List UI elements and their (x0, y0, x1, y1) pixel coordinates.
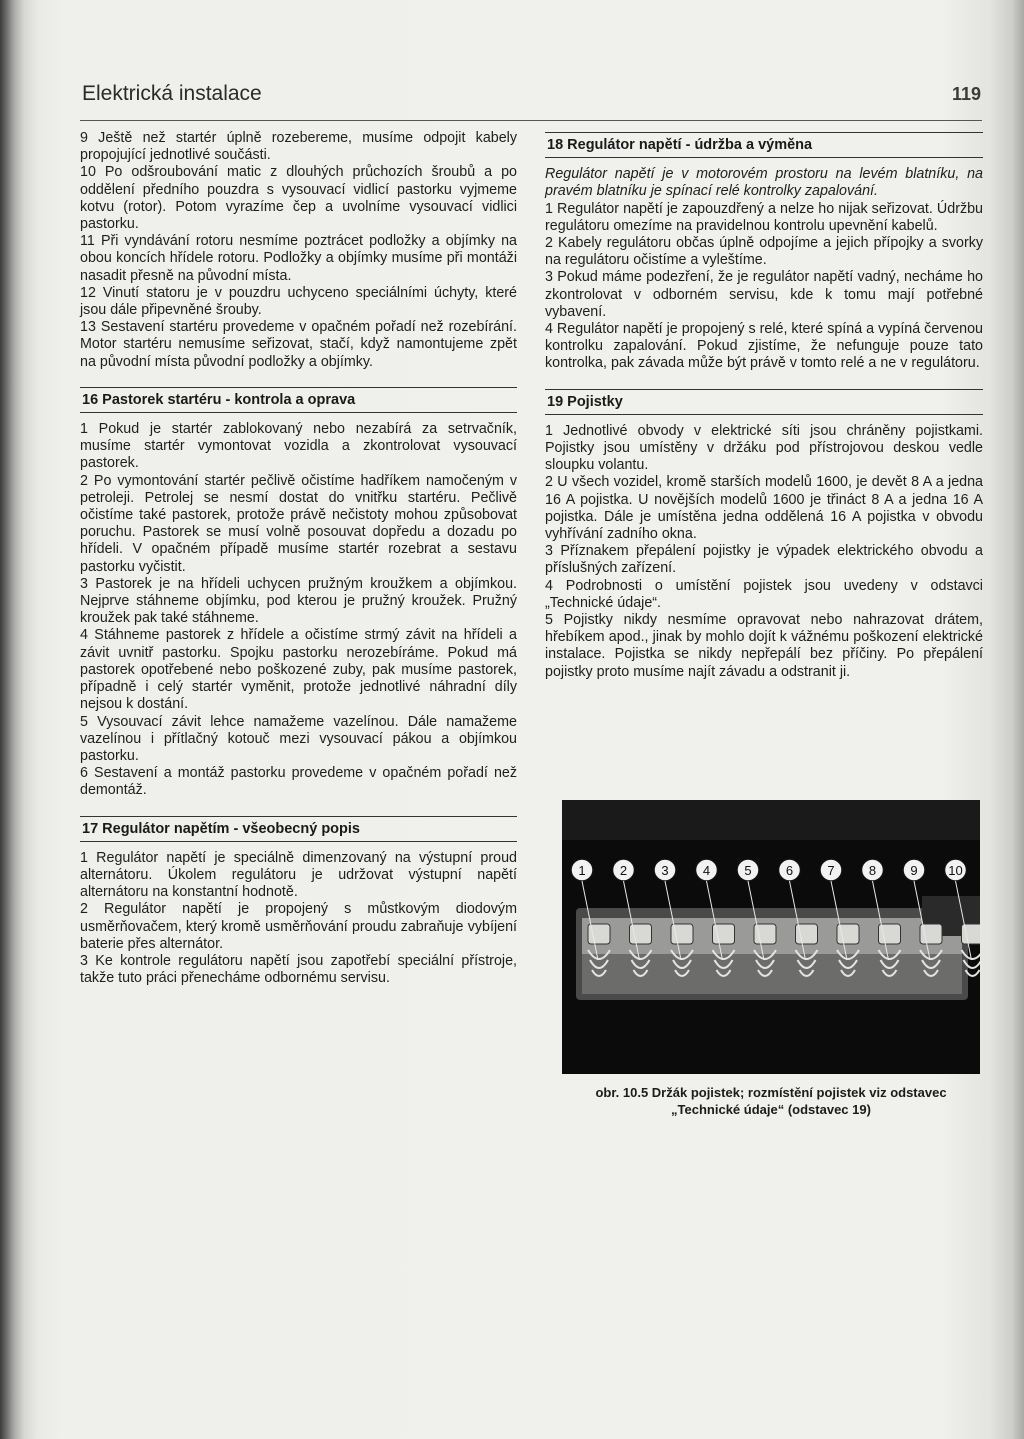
paragraph: 1 Regulátor napětí je zapouzdřený a nelze ho nijak seřizovat. Údržbu regulátoru omezíme na pravidelnou kontrolu upevnění kabelů. (545, 200, 983, 234)
paragraph: 4 Stáhneme pastorek z hřídele a očistíme strmý závit na hřídeli a závit uvnitř pastorku. Spojku pastorku nerozebíráme. Pokud má pastorek opotřebené nebo poškozené zuby, pak musíme pastorek, případně i celý startér vyměnit, protože jednotlivé náhradní díly nejsou k dostání. (80, 627, 517, 713)
figure-caption (562, 1084, 980, 1118)
caption-line-1: obr. 10.5 Držák pojistek; rozmístění pojistek viz odstavec (595, 1085, 947, 1100)
page-number: 119 (952, 84, 982, 104)
fuse-callout-label: 6 (785, 863, 794, 878)
paragraph: 1 Pokud je startér zablokovaný nebo nezabírá za setrvačník, musíme startér vymontovat vozidla a zkontrolovat vysouvací pastorek. (80, 421, 517, 472)
paragraph: 2 U všech vozidel, kromě starších modelů 1600, je devět 8 A a jedna 16 A pojistka. U novějších modelů 1600 je třináct 8 A a jedna 16 A pojistka. Dále je umístěna jedna oddělená 16 A pojistka v obvodu vyhřívání zadního okna. (545, 474, 983, 543)
fuse-callout-label: 2 (619, 863, 628, 878)
paragraph: 3 Pokud máme podezření, že je regulátor napětí vadný, necháme ho zkontrolovat v odborném servisu, kde k tomu mají potřebné vybavení. (545, 269, 983, 320)
paragraph: 3 Příznakem přepálení pojistky je výpadek elektrického obvodu a příslušných zařízení. (545, 543, 983, 577)
section18-intro: Regulátor napětí je v motorovém prostoru na levém blatníku, na pravém blatníku je spínací relé kontrolky zapalování. (545, 166, 983, 200)
fuse-callout-label: 1 (578, 863, 586, 878)
paragraph: 9 Ještě než startér úplně rozebereme, musíme odpojit kabely propojující jednotlivé součásti. (80, 130, 517, 164)
paragraph: 2 Kabely regulátoru občas úplně odpojíme a jejich přípojky a svorky na regulátoru očistíme a vyleštíme. (545, 235, 983, 269)
fuse-callout-label: 8 (868, 863, 877, 878)
right-column (545, 130, 983, 681)
fuse-callout-label: 3 (661, 863, 669, 878)
fuse-callout-label: 4 (702, 863, 711, 878)
paragraph: 4 Podrobnosti o umístění pojistek jsou uvedeny v odstavci „Technické údaje“. (545, 577, 983, 611)
fuse-callout-label: 10 (948, 863, 963, 878)
paragraph: 2 Regulátor napětí je propojený s můstkovým diodovým usměrňovačem, který kromě usměrňování proudu zabraňuje vybíjení baterie přes alternátor. (80, 901, 517, 952)
header-divider (80, 120, 982, 121)
fuse-body (962, 924, 981, 944)
fuse-holder-illustration (562, 800, 980, 1074)
paragraph: 6 Sestavení a montáž pastorku provedeme v opačném pořadí než demontáž. (80, 765, 517, 799)
paragraph: 12 Vinutí statoru je v pouzdru uchyceno speciálními úchyty, které jsou dále připevněné šrouby. (80, 284, 517, 319)
caption-line-2: „Technické údaje“ (odstavec 19) (671, 1102, 871, 1117)
fuse-callout-label: 5 (744, 863, 752, 878)
section17-heading: 17 Regulátor napětím - všeobecný popis (80, 816, 517, 842)
section18-body (545, 201, 983, 373)
chapter-title: Elektrická instalace (82, 82, 262, 105)
section19-heading: 19 Pojistky (545, 389, 983, 415)
section18-heading: 18 Regulátor napětí - údržba a výměna (545, 132, 983, 158)
section19-body (545, 423, 983, 681)
paragraph: 4 Regulátor napětí je propojený s relé, které spíná a vypíná červenou kontrolku zapalování. Pokud zjistíme, že nefunguje pouze tato kontrolka, pak závada může být právě v tomto relé a ne v regulátoru. (545, 321, 983, 372)
paragraph: 5 Pojistky nikdy nesmíme opravovat nebo nahrazovat drátem, hřebíkem apod., jinak by mohlo dojít k vážnému poškození elektrické instalace. Pojistka se nikdy nepřepálí bez příčiny. Po přepálení pojistky proto musíme najít závadu a odstranit ji. (545, 612, 983, 680)
section16-body (80, 421, 517, 799)
paragraph: 1 Jednotlivé obvody v elektrické síti jsou chráněny pojistkami. Pojistky jsou umístěny v držáku pod přístrojovou deskou vedle sloupku volantu. (545, 422, 983, 474)
paragraph: 10 Po odšroubování matic z dlouhých průchozích šroubů a po oddělení předního pouzdra s vysouvací vidlicí pastorku vyjmeme kotvu (rotor). Potom vyrazíme čep a uvolníme vysouvací vidlici pastorku. (80, 164, 517, 233)
left-column (80, 130, 517, 987)
fuse-holder-photo (562, 800, 980, 1074)
section15-continuation (80, 130, 517, 371)
paragraph: 3 Ke kontrole regulátoru napětí jsou zapotřebí speciální přístroje, takže tuto práci přenecháme odbornému servisu. (80, 952, 517, 987)
paragraph: 3 Pastorek je na hřídeli uchycen pružným kroužkem a objímkou. Nejprve stáhneme objímku, pod kterou je pružný kroužek. Pružný kroužek pak také stáhneme. (80, 575, 517, 627)
fuse-callout-label: 9 (910, 863, 918, 878)
section17-body (80, 850, 517, 988)
fuse-callout-label: 7 (827, 863, 835, 878)
paragraph: 13 Sestavení startéru provedeme v opačném pořadí než rozebírání. Motor startéru nemusíme seřizovat, stačí, když namontujeme zpět na původní místa původní podložky a objímky. (80, 319, 517, 370)
section16-heading: 16 Pastorek startéru - kontrola a oprava (80, 387, 517, 413)
paragraph: 2 Po vymontování startér pečlivě očistíme hadříkem namočeným v petroleji. Petrolej se nesmí dostat do vnitřku startéru. Pečlivě očistíme také pastorek, protože právě nečistoty mohou způsobovat poruchu. Pastorek se musí volně posouvat dopředu a dozadu po hřídeli. V opačném případě musíme startér rozebrat a sestavu pastorku vyčistit. (80, 472, 517, 575)
paragraph: 11 Při vyndávání rotoru nesmíme poztrácet podložky a objímky na obou koncích hřídele rotoru. Podložky a objímky musíme při montáži nasadit přesně na původní místa. (80, 233, 517, 284)
paragraph: 1 Regulátor napětí je speciálně dimenzovaný na výstupní proud alternátoru. Úkolem regulátoru je udržovat výstupní napětí alternátoru na konstantní hodnotě. (80, 849, 517, 901)
paragraph: 5 Vysouvací závit lehce namažeme vazelínou. Dále namažeme vazelínou i přítlačný kotouč mezi vysouvací pákou a objímkou pastorku. (80, 713, 517, 764)
